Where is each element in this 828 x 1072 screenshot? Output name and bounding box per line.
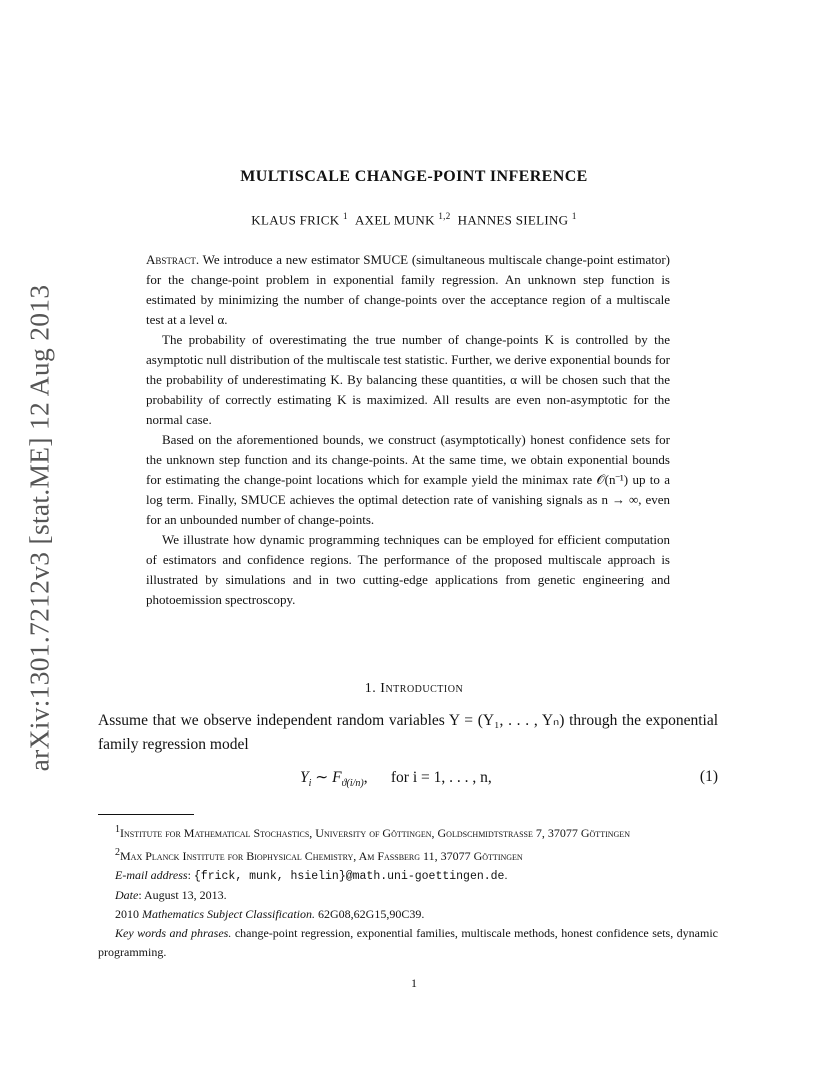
keywords-label: Key words and phrases. (115, 926, 232, 940)
msc-label: Mathematics Subject Classification. (142, 907, 315, 921)
footnotes (98, 820, 718, 962)
equation-relation: ∼ (311, 769, 333, 786)
footnote-date: Date: August 13, 2013. (115, 888, 227, 902)
author-name: KLAUS FRICK (251, 212, 340, 228)
page-number: 1 (411, 976, 417, 990)
footnote-mark: 2 (115, 847, 120, 858)
equation-subscript: i (308, 778, 312, 790)
abstract-paragraph (146, 250, 670, 330)
abstract (146, 250, 670, 610)
body-paragraph: Assume that we observe independent random variables Y = (Y₁, . . . , Yₙ) through the exponential family regression model (98, 712, 718, 753)
footnote-affiliation-1 (98, 820, 718, 843)
keywords-text: change-point regression, exponential families, multiscale methods, honest confidence sets, dynamic programming. (98, 926, 719, 959)
equation-symbol: Y (300, 769, 309, 786)
footnote-text: Max Planck Institute for Biophysical Chemistry, Am Fassberg 11, 37077 Göttingen (120, 849, 523, 863)
equation-number: (1) (699, 768, 718, 785)
section-heading: 1. Introduction (364, 681, 464, 696)
email-label: E-mail address (115, 868, 188, 882)
author-affiliation-mark: 1 (571, 211, 577, 221)
footnote-keywords (98, 924, 718, 962)
introduction-text (98, 709, 718, 757)
paper-title: MULTISCALE CHANGE-POINT INFERENCE (240, 168, 588, 185)
date-value: August 13, 2013. (144, 888, 227, 902)
author-name: HANNES SIELING (457, 212, 569, 228)
footnote-msc (98, 905, 718, 924)
footnote-email: E-mail address: {frick, munk, hsielin}@math.uni-goettingen.de. (115, 868, 508, 883)
abstract-paragraph: Based on the aforementioned bounds, we construct (asymptotically) honest confidence sets for the unknown step function and its change-points. At the same time, we obtain exponential bounds for estimating the change-point locations which for example yield the minimax rate 𝒪(n⁻¹) up to a log term. Finally, SMUCE achieves the optimal detection rate of vanishing signals as n → ∞, even for an unbounded number of change-points. (146, 432, 670, 527)
email-address: {frick, munk, hsielin}@math.uni-goettingen.de (193, 870, 505, 883)
equation-body (300, 768, 492, 789)
footnote-affiliation-2 (98, 843, 718, 866)
msc-year: 2010 (115, 907, 139, 921)
date-label: Date (115, 888, 139, 902)
arxiv-identifier: arXiv:1301.7212v3 [stat.ME] 12 Aug 2013 (23, 284, 54, 772)
equation-subscript: ϑ(i/n) (341, 778, 364, 790)
equation-comma: , (363, 769, 368, 786)
author-name: AXEL MUNK (354, 212, 435, 228)
author-affiliation-mark: 1,2 (438, 211, 451, 221)
equation-condition: for i = 1, . . . , n, (390, 769, 492, 786)
abstract-paragraph: We illustrate how dynamic programming techniques can be employed for efficient computation of estimators and confidence regions. The performance of the proposed multiscale approach is illustrated by simulations and in two cutting-edge applications from genetic engineering and photoemission spectroscopy. (146, 532, 670, 607)
msc-codes: 62G08,62G15,90C39. (317, 907, 425, 921)
footnote-text: Institute for Mathematical Stochastics, University of Göttingen, Goldschmidtstrasse 7, 37077 Göttingen (120, 826, 630, 840)
display-equation (98, 768, 718, 792)
abstract-text: We introduce a new estimator SMUCE (simultaneous multiscale change-point estimator) for the change-point problem in exponential family regression. An unknown step function is estimated by minimizing the number of change-points over the acceptance region of a multiscale test at a level α. (146, 252, 670, 327)
equation-symbol: F (332, 769, 342, 786)
footnote-mark: 1 (115, 824, 120, 835)
author-list (0, 211, 828, 228)
abstract-label: Abstract. (146, 252, 200, 267)
abstract-paragraph: The probability of overestimating the true number of change-points K is controlled by the asymptotic null distribution of the multiscale test statistic. Further, we derive exponential bounds for the probability of underestimating K. By balancing these quantities, α will be chosen such that the probability of correctly estimating K is maximized. All results are even non-asymptotic for the normal case. (146, 332, 670, 427)
author-affiliation-mark: 1 (343, 211, 348, 221)
footnote-rule (98, 814, 194, 815)
